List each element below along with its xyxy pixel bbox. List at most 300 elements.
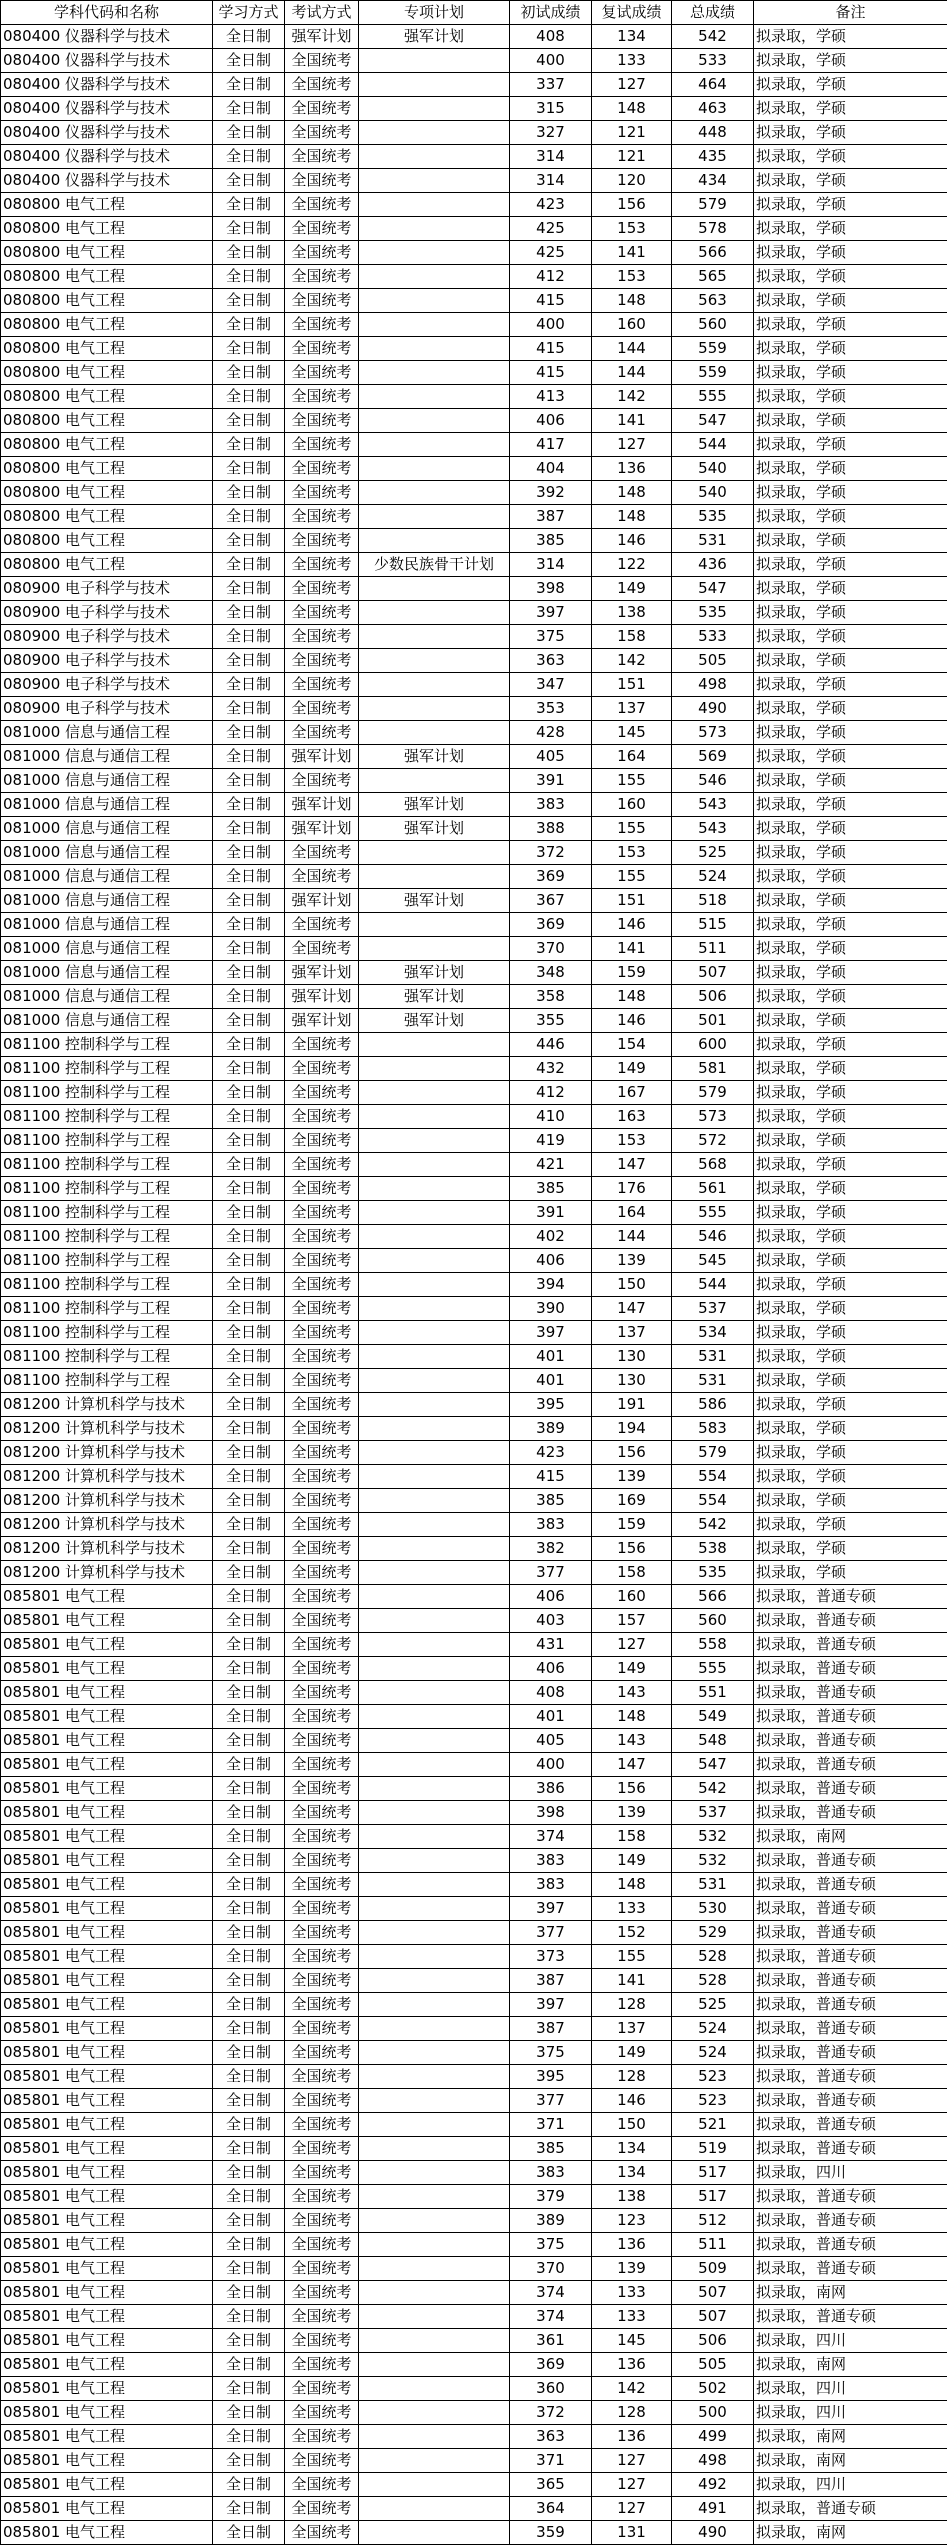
cell-remarks: 拟录取，普通专硕: [754, 1801, 947, 1825]
cell-initial-score: 394: [510, 1273, 592, 1297]
cell-retest-score: 145: [592, 2329, 672, 2353]
cell-exam-mode: 全国统考: [285, 2137, 359, 2161]
cell-special-plan: [359, 1873, 510, 1897]
table-row: [1, 385, 947, 409]
cell-total-score: 500: [672, 2401, 754, 2425]
cell-special-plan: [359, 1729, 510, 1753]
cell-exam-mode: 强军计划: [285, 25, 359, 49]
cell-total-score: 490: [672, 697, 754, 721]
cell-exam-mode: 全国统考: [285, 721, 359, 745]
cell-retest-score: 149: [592, 1657, 672, 1681]
cell-exam-mode: 全国统考: [285, 385, 359, 409]
cell-special-plan: 强军计划: [359, 793, 510, 817]
cell-subject: 081100 控制科学与工程: [1, 1201, 213, 1225]
cell-remarks: 拟录取，学硕: [754, 1033, 947, 1057]
table-row: [1, 1585, 947, 1609]
cell-exam-mode: 全国统考: [285, 1585, 359, 1609]
cell-total-score: 523: [672, 2065, 754, 2089]
cell-total-score: 498: [672, 673, 754, 697]
cell-remarks: 拟录取，学硕: [754, 217, 947, 241]
cell-exam-mode: 强军计划: [285, 793, 359, 817]
cell-total-score: 533: [672, 49, 754, 73]
cell-initial-score: 406: [510, 1657, 592, 1681]
cell-special-plan: 少数民族骨干计划: [359, 553, 510, 577]
table-row: [1, 2257, 947, 2281]
header-subject: 学科代码和名称: [1, 1, 213, 25]
cell-remarks: 拟录取，学硕: [754, 193, 947, 217]
cell-subject: 085801 电气工程: [1, 1921, 213, 1945]
cell-retest-score: 121: [592, 121, 672, 145]
table-row: [1, 1465, 947, 1489]
cell-total-score: 547: [672, 577, 754, 601]
cell-subject: 085801 电气工程: [1, 2161, 213, 2185]
cell-total-score: 579: [672, 193, 754, 217]
cell-special-plan: [359, 1273, 510, 1297]
cell-subject: 085801 电气工程: [1, 2329, 213, 2353]
table-row: [1, 793, 947, 817]
cell-retest-score: 137: [592, 697, 672, 721]
cell-remarks: 拟录取，四川: [754, 2161, 947, 2185]
cell-special-plan: [359, 2377, 510, 2401]
cell-exam-mode: 全国统考: [285, 1825, 359, 1849]
cell-special-plan: [359, 1849, 510, 1873]
cell-study-mode: 全日制: [213, 2497, 285, 2521]
cell-exam-mode: 全国统考: [285, 1633, 359, 1657]
cell-exam-mode: 全国统考: [285, 1873, 359, 1897]
cell-total-score: 543: [672, 817, 754, 841]
table-row: [1, 1273, 947, 1297]
cell-total-score: 519: [672, 2137, 754, 2161]
cell-exam-mode: 全国统考: [285, 145, 359, 169]
table-row: [1, 1249, 947, 1273]
cell-initial-score: 359: [510, 2521, 592, 2545]
cell-retest-score: 138: [592, 601, 672, 625]
cell-initial-score: 400: [510, 313, 592, 337]
cell-remarks: 拟录取，学硕: [754, 49, 947, 73]
cell-subject: 080800 电气工程: [1, 289, 213, 313]
cell-remarks: 拟录取，学硕: [754, 721, 947, 745]
cell-special-plan: 强军计划: [359, 25, 510, 49]
cell-subject: 081100 控制科学与工程: [1, 1321, 213, 1345]
cell-exam-mode: 全国统考: [285, 1513, 359, 1537]
cell-exam-mode: 全国统考: [285, 2353, 359, 2377]
cell-special-plan: [359, 2209, 510, 2233]
cell-special-plan: [359, 601, 510, 625]
cell-exam-mode: 全国统考: [285, 73, 359, 97]
cell-retest-score: 145: [592, 721, 672, 745]
table-row: [1, 2497, 947, 2521]
cell-exam-mode: 全国统考: [285, 1465, 359, 1489]
cell-remarks: 拟录取，学硕: [754, 577, 947, 601]
cell-exam-mode: 全国统考: [285, 457, 359, 481]
cell-retest-score: 148: [592, 289, 672, 313]
cell-remarks: 拟录取，学硕: [754, 361, 947, 385]
cell-initial-score: 383: [510, 2161, 592, 2185]
cell-exam-mode: 全国统考: [285, 1393, 359, 1417]
cell-initial-score: 395: [510, 2065, 592, 2089]
cell-subject: 081200 计算机科学与技术: [1, 1513, 213, 1537]
cell-special-plan: [359, 1993, 510, 2017]
cell-study-mode: 全日制: [213, 1369, 285, 1393]
cell-retest-score: 152: [592, 1921, 672, 1945]
cell-retest-score: 142: [592, 385, 672, 409]
cell-initial-score: 377: [510, 1561, 592, 1585]
cell-initial-score: 389: [510, 2209, 592, 2233]
cell-study-mode: 全日制: [213, 1489, 285, 1513]
cell-initial-score: 431: [510, 1633, 592, 1657]
cell-total-score: 435: [672, 145, 754, 169]
cell-initial-score: 397: [510, 1321, 592, 1345]
cell-subject: 085801 电气工程: [1, 1705, 213, 1729]
table-row: [1, 2377, 947, 2401]
cell-total-score: 569: [672, 745, 754, 769]
cell-initial-score: 415: [510, 289, 592, 313]
cell-special-plan: [359, 1681, 510, 1705]
cell-remarks: 拟录取，普通专硕: [754, 2017, 947, 2041]
cell-exam-mode: 全国统考: [285, 1753, 359, 1777]
cell-exam-mode: 强军计划: [285, 745, 359, 769]
cell-subject: 080800 电气工程: [1, 337, 213, 361]
cell-initial-score: 372: [510, 841, 592, 865]
cell-retest-score: 128: [592, 1993, 672, 2017]
cell-subject: 085801 电气工程: [1, 2065, 213, 2089]
cell-remarks: 拟录取，普通专硕: [754, 2209, 947, 2233]
cell-subject: 080900 电子科学与技术: [1, 697, 213, 721]
cell-special-plan: [359, 2089, 510, 2113]
cell-study-mode: 全日制: [213, 1561, 285, 1585]
cell-initial-score: 410: [510, 1105, 592, 1129]
cell-subject: 080800 电气工程: [1, 313, 213, 337]
cell-initial-score: 363: [510, 2425, 592, 2449]
cell-exam-mode: 全国统考: [285, 1129, 359, 1153]
cell-special-plan: [359, 1105, 510, 1129]
cell-subject: 081200 计算机科学与技术: [1, 1489, 213, 1513]
cell-initial-score: 377: [510, 2089, 592, 2113]
table-row: [1, 961, 947, 985]
cell-total-score: 528: [672, 1945, 754, 1969]
cell-total-score: 551: [672, 1681, 754, 1705]
cell-total-score: 540: [672, 481, 754, 505]
cell-retest-score: 144: [592, 1225, 672, 1249]
cell-exam-mode: 全国统考: [285, 2449, 359, 2473]
cell-study-mode: 全日制: [213, 2281, 285, 2305]
cell-total-score: 492: [672, 2473, 754, 2497]
cell-remarks: 拟录取，学硕: [754, 1537, 947, 1561]
cell-study-mode: 全日制: [213, 817, 285, 841]
cell-subject: 080800 电气工程: [1, 193, 213, 217]
cell-retest-score: 133: [592, 49, 672, 73]
cell-study-mode: 全日制: [213, 169, 285, 193]
cell-remarks: 拟录取，学硕: [754, 1225, 947, 1249]
cell-study-mode: 全日制: [213, 937, 285, 961]
cell-total-score: 506: [672, 2329, 754, 2353]
cell-exam-mode: 全国统考: [285, 121, 359, 145]
cell-retest-score: 120: [592, 169, 672, 193]
table-row: [1, 745, 947, 769]
cell-special-plan: 强军计划: [359, 889, 510, 913]
cell-retest-score: 148: [592, 1873, 672, 1897]
cell-study-mode: 全日制: [213, 1849, 285, 1873]
cell-special-plan: 强军计划: [359, 745, 510, 769]
table-row: [1, 361, 947, 385]
cell-study-mode: 全日制: [213, 2521, 285, 2545]
cell-special-plan: [359, 649, 510, 673]
table-row: [1, 865, 947, 889]
cell-initial-score: 391: [510, 769, 592, 793]
cell-retest-score: 137: [592, 2017, 672, 2041]
cell-study-mode: 全日制: [213, 529, 285, 553]
cell-initial-score: 382: [510, 1537, 592, 1561]
cell-study-mode: 全日制: [213, 1945, 285, 1969]
cell-total-score: 549: [672, 1705, 754, 1729]
cell-retest-score: 164: [592, 1201, 672, 1225]
table-row: [1, 1057, 947, 1081]
cell-exam-mode: 全国统考: [285, 313, 359, 337]
cell-subject: 081200 计算机科学与技术: [1, 1417, 213, 1441]
cell-remarks: 拟录取，四川: [754, 2377, 947, 2401]
cell-study-mode: 全日制: [213, 385, 285, 409]
cell-subject: 085801 电气工程: [1, 2185, 213, 2209]
cell-retest-score: 149: [592, 1057, 672, 1081]
cell-special-plan: [359, 1609, 510, 1633]
cell-remarks: 拟录取，学硕: [754, 529, 947, 553]
cell-initial-score: 370: [510, 937, 592, 961]
cell-exam-mode: 强军计划: [285, 817, 359, 841]
header-total-score: 总成绩: [672, 1, 754, 25]
cell-retest-score: 157: [592, 1609, 672, 1633]
cell-exam-mode: 全国统考: [285, 1249, 359, 1273]
table-row: [1, 553, 947, 577]
cell-total-score: 532: [672, 1849, 754, 1873]
cell-study-mode: 全日制: [213, 985, 285, 1009]
cell-retest-score: 146: [592, 529, 672, 553]
table-row: [1, 25, 947, 49]
cell-initial-score: 375: [510, 2041, 592, 2065]
cell-retest-score: 155: [592, 817, 672, 841]
cell-study-mode: 全日制: [213, 1153, 285, 1177]
cell-total-score: 579: [672, 1441, 754, 1465]
cell-study-mode: 全日制: [213, 1513, 285, 1537]
cell-exam-mode: 全国统考: [285, 625, 359, 649]
cell-initial-score: 397: [510, 1993, 592, 2017]
cell-retest-score: 137: [592, 1321, 672, 1345]
cell-subject: 085801 电气工程: [1, 1825, 213, 1849]
cell-initial-score: 385: [510, 529, 592, 553]
cell-special-plan: [359, 337, 510, 361]
cell-retest-score: 139: [592, 1249, 672, 1273]
cell-exam-mode: 全国统考: [285, 1777, 359, 1801]
cell-remarks: 拟录取，四川: [754, 2329, 947, 2353]
cell-initial-score: 392: [510, 481, 592, 505]
cell-initial-score: 388: [510, 817, 592, 841]
cell-special-plan: [359, 1081, 510, 1105]
table-row: [1, 649, 947, 673]
cell-subject: 085801 电气工程: [1, 2137, 213, 2161]
cell-special-plan: [359, 2041, 510, 2065]
table-row: [1, 337, 947, 361]
cell-exam-mode: 全国统考: [285, 97, 359, 121]
cell-study-mode: 全日制: [213, 2017, 285, 2041]
cell-total-score: 542: [672, 1777, 754, 1801]
cell-exam-mode: 全国统考: [285, 1801, 359, 1825]
table-row: [1, 2161, 947, 2185]
cell-study-mode: 全日制: [213, 241, 285, 265]
cell-study-mode: 全日制: [213, 2065, 285, 2089]
cell-remarks: 拟录取，学硕: [754, 1177, 947, 1201]
cell-remarks: 拟录取，学硕: [754, 1273, 947, 1297]
cell-special-plan: [359, 2497, 510, 2521]
cell-special-plan: [359, 529, 510, 553]
cell-special-plan: [359, 1825, 510, 1849]
cell-exam-mode: 全国统考: [285, 2161, 359, 2185]
cell-total-score: 535: [672, 601, 754, 625]
cell-initial-score: 406: [510, 1585, 592, 1609]
cell-special-plan: [359, 865, 510, 889]
cell-special-plan: [359, 1417, 510, 1441]
cell-exam-mode: 全国统考: [285, 337, 359, 361]
cell-initial-score: 402: [510, 1225, 592, 1249]
cell-total-score: 568: [672, 1153, 754, 1177]
cell-remarks: 拟录取，普通专硕: [754, 1897, 947, 1921]
cell-subject: 085801 电气工程: [1, 1657, 213, 1681]
cell-remarks: 拟录取，南网: [754, 1825, 947, 1849]
cell-initial-score: 373: [510, 1945, 592, 1969]
cell-special-plan: [359, 1441, 510, 1465]
table-row: [1, 2137, 947, 2161]
cell-retest-score: 191: [592, 1393, 672, 1417]
table-row: [1, 889, 947, 913]
cell-retest-score: 151: [592, 673, 672, 697]
cell-exam-mode: 全国统考: [285, 937, 359, 961]
cell-remarks: 拟录取，学硕: [754, 1129, 947, 1153]
table-row: [1, 1969, 947, 1993]
cell-retest-score: 147: [592, 1753, 672, 1777]
cell-remarks: 拟录取，普通专硕: [754, 1945, 947, 1969]
table-row: [1, 2185, 947, 2209]
cell-special-plan: [359, 2329, 510, 2353]
cell-subject: 080800 电气工程: [1, 361, 213, 385]
cell-exam-mode: 全国统考: [285, 169, 359, 193]
cell-remarks: 拟录取，学硕: [754, 1465, 947, 1489]
cell-total-score: 548: [672, 1729, 754, 1753]
cell-special-plan: [359, 193, 510, 217]
cell-subject: 085801 电气工程: [1, 2041, 213, 2065]
cell-subject: 085801 电气工程: [1, 1801, 213, 1825]
cell-total-score: 573: [672, 721, 754, 745]
cell-exam-mode: 全国统考: [285, 1417, 359, 1441]
cell-remarks: 拟录取，四川: [754, 2401, 947, 2425]
table-row: [1, 313, 947, 337]
cell-subject: 080900 电子科学与技术: [1, 625, 213, 649]
cell-total-score: 531: [672, 1873, 754, 1897]
cell-remarks: 拟录取，普通专硕: [754, 2137, 947, 2161]
cell-special-plan: [359, 937, 510, 961]
cell-initial-score: 415: [510, 361, 592, 385]
cell-total-score: 538: [672, 1537, 754, 1561]
cell-subject: 081000 信息与通信工程: [1, 817, 213, 841]
cell-total-score: 566: [672, 241, 754, 265]
cell-special-plan: [359, 2305, 510, 2329]
cell-subject: 080800 电气工程: [1, 265, 213, 289]
cell-study-mode: 全日制: [213, 2089, 285, 2113]
cell-retest-score: 159: [592, 1513, 672, 1537]
header-study-mode: 学习方式: [213, 1, 285, 25]
cell-study-mode: 全日制: [213, 2113, 285, 2137]
cell-special-plan: [359, 1033, 510, 1057]
cell-special-plan: [359, 121, 510, 145]
table-row: [1, 529, 947, 553]
cell-initial-score: 385: [510, 1177, 592, 1201]
cell-remarks: 拟录取，普通专硕: [754, 1729, 947, 1753]
cell-subject: 085801 电气工程: [1, 1873, 213, 1897]
cell-retest-score: 134: [592, 25, 672, 49]
cell-retest-score: 146: [592, 2089, 672, 2113]
cell-subject: 080900 电子科学与技术: [1, 601, 213, 625]
cell-remarks: 拟录取，学硕: [754, 457, 947, 481]
cell-exam-mode: 全国统考: [285, 1969, 359, 1993]
cell-special-plan: [359, 97, 510, 121]
table-row: [1, 673, 947, 697]
cell-initial-score: 371: [510, 2449, 592, 2473]
cell-subject: 080800 电气工程: [1, 529, 213, 553]
cell-total-score: 544: [672, 1273, 754, 1297]
table-row: [1, 1513, 947, 1537]
cell-study-mode: 全日制: [213, 553, 285, 577]
cell-retest-score: 155: [592, 1945, 672, 1969]
cell-retest-score: 127: [592, 2473, 672, 2497]
table-row: [1, 49, 947, 73]
table-row: [1, 913, 947, 937]
cell-subject: 081200 计算机科学与技术: [1, 1465, 213, 1489]
table-row: [1, 1321, 947, 1345]
cell-special-plan: [359, 2353, 510, 2377]
cell-study-mode: 全日制: [213, 2161, 285, 2185]
cell-retest-score: 149: [592, 577, 672, 601]
cell-study-mode: 全日制: [213, 2401, 285, 2425]
cell-total-score: 560: [672, 1609, 754, 1633]
cell-total-score: 463: [672, 97, 754, 121]
cell-study-mode: 全日制: [213, 1753, 285, 1777]
cell-initial-score: 365: [510, 2473, 592, 2497]
cell-exam-mode: 强军计划: [285, 961, 359, 985]
cell-study-mode: 全日制: [213, 2209, 285, 2233]
cell-subject: 081000 信息与通信工程: [1, 889, 213, 913]
cell-study-mode: 全日制: [213, 217, 285, 241]
cell-study-mode: 全日制: [213, 97, 285, 121]
cell-initial-score: 383: [510, 1873, 592, 1897]
cell-remarks: 拟录取，学硕: [754, 1513, 947, 1537]
cell-retest-score: 156: [592, 1441, 672, 1465]
cell-total-score: 542: [672, 1513, 754, 1537]
cell-total-score: 581: [672, 1057, 754, 1081]
cell-initial-score: 361: [510, 2329, 592, 2353]
cell-total-score: 529: [672, 1921, 754, 1945]
cell-remarks: 拟录取，学硕: [754, 865, 947, 889]
cell-remarks: 拟录取，学硕: [754, 961, 947, 985]
cell-remarks: 拟录取，学硕: [754, 169, 947, 193]
cell-exam-mode: 全国统考: [285, 1081, 359, 1105]
cell-study-mode: 全日制: [213, 721, 285, 745]
cell-study-mode: 全日制: [213, 1345, 285, 1369]
cell-total-score: 531: [672, 1369, 754, 1393]
cell-study-mode: 全日制: [213, 265, 285, 289]
cell-study-mode: 全日制: [213, 313, 285, 337]
cell-total-score: 573: [672, 1105, 754, 1129]
cell-retest-score: 150: [592, 1273, 672, 1297]
cell-exam-mode: 全国统考: [285, 1849, 359, 1873]
table-row: [1, 457, 947, 481]
cell-special-plan: [359, 1537, 510, 1561]
